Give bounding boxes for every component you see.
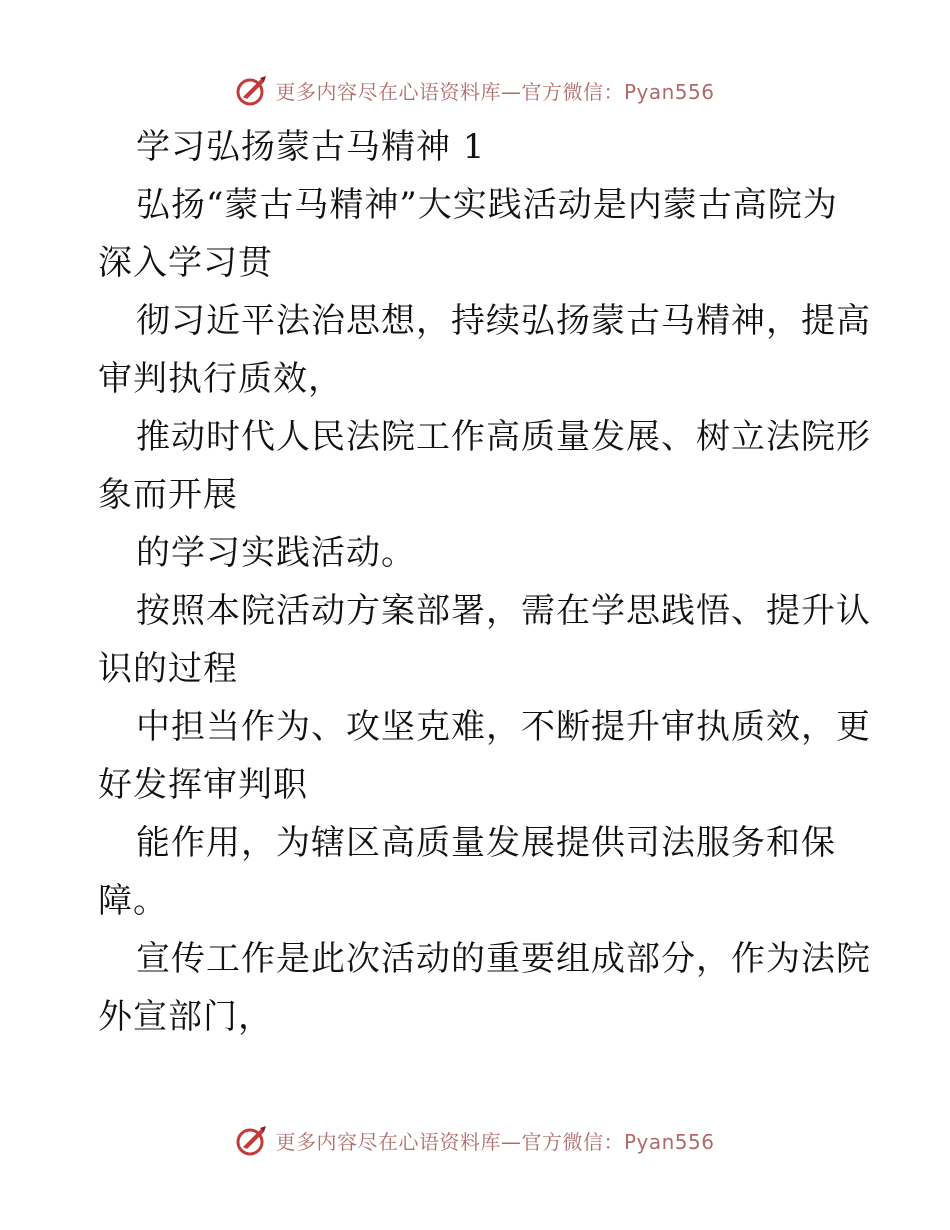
paragraph-line: 彻习近平法治思想，持续弘扬蒙古马精神，提高 <box>136 301 871 341</box>
paragraph-line: 按照本院活动方案部署，需在学思践悟、提升认 <box>136 591 871 631</box>
paragraph-line: 的学习实践活动。 <box>136 533 416 573</box>
paragraph-line: 能作用，为辖区高质量发展提供司法服务和保 <box>136 823 836 863</box>
quill-pen-logo-icon <box>235 73 269 107</box>
paragraph-line: 识的过程 <box>98 649 238 689</box>
header-banner <box>0 70 950 110</box>
paragraph-line: 弘扬“蒙古马精神”大实践活动是内蒙古高院为 <box>136 185 838 225</box>
paragraph-line: 深入学习贯 <box>98 243 273 283</box>
document-body <box>98 118 871 1046</box>
paragraph-line: 障。 <box>98 881 168 921</box>
paragraph-line: 好发挥审判职 <box>98 765 308 805</box>
paragraph-line: 宣传工作是此次活动的重要组成部分，作为法院 <box>136 939 871 979</box>
paragraph-line: 推动时代人民法院工作高质量发展、树立法院形 <box>136 417 871 457</box>
paragraph-line: 审判执行质效， <box>98 359 343 399</box>
document-title: 学习弘扬蒙古马精神 1 <box>136 127 486 167</box>
paragraph-line: 象而开展 <box>98 475 238 515</box>
footer-banner-text: 更多内容尽在心语资料库—官方微信：Pyan556 <box>275 1129 715 1154</box>
paragraph-line: 外宣部门， <box>98 997 273 1037</box>
header-banner-text: 更多内容尽在心语资料库—官方微信：Pyan556 <box>275 79 715 104</box>
paragraph-line: 中担当作为、攻坚克难，不断提升审执质效，更 <box>136 707 871 747</box>
footer-banner <box>0 1120 950 1160</box>
quill-pen-logo-icon <box>235 1123 269 1157</box>
